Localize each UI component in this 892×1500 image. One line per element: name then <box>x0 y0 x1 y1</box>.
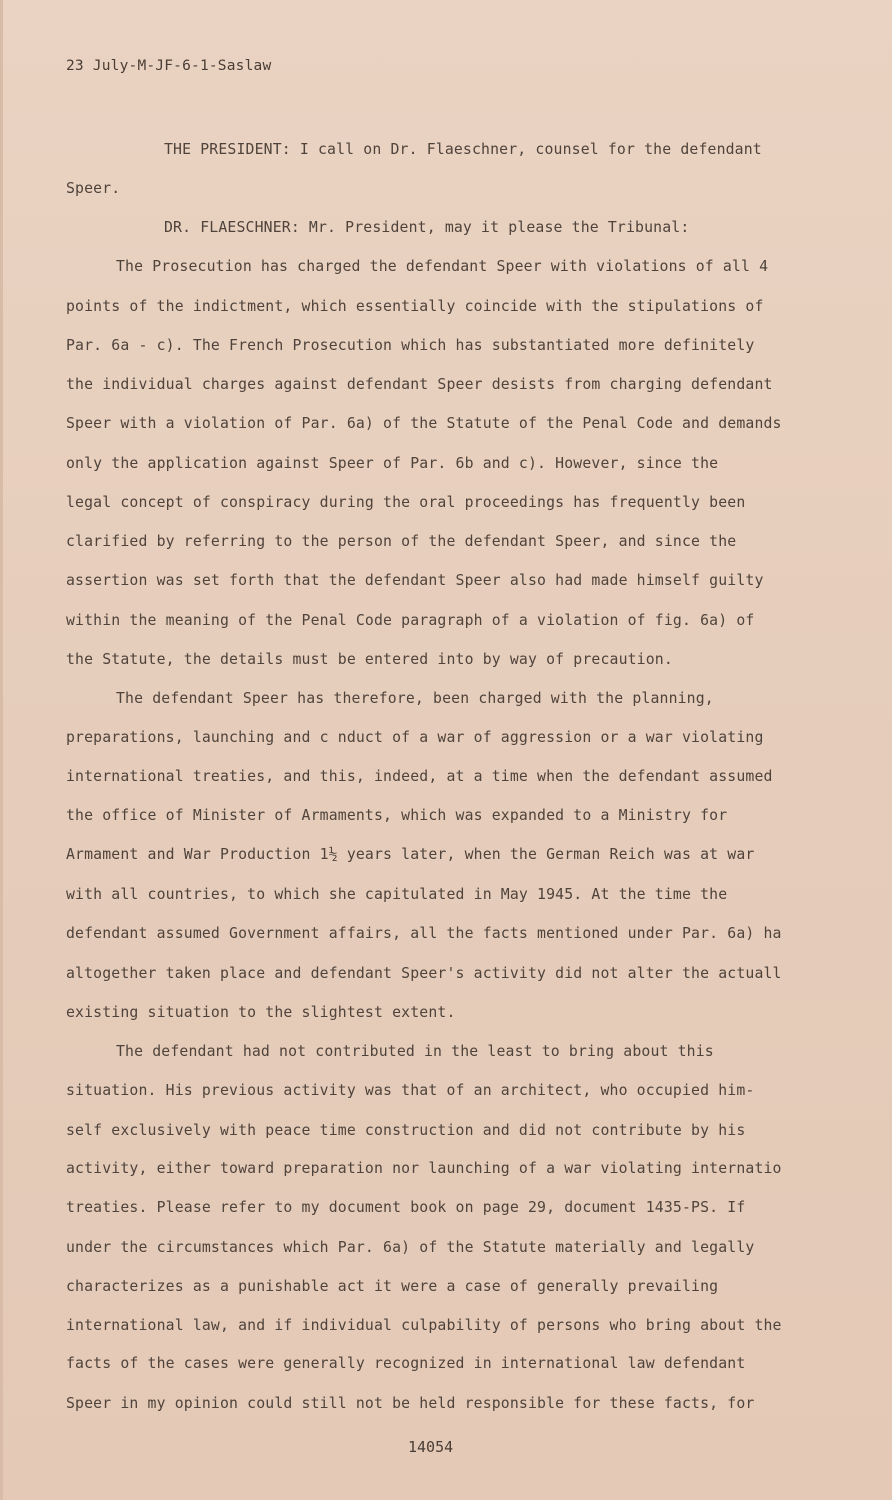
text-line: DR. FLAESCHNER: Mr. President, may it please the Tribunal: <box>164 219 690 236</box>
text-line: self exclusively with peace time construction and did not contribute by his <box>66 1122 746 1139</box>
document-reference: 23 July-M-JF-6-1-Saslaw <box>66 58 272 74</box>
text-line: the individual charges against defendant Speer desists from charging defendant <box>66 376 773 393</box>
text-line: Speer. <box>66 180 121 197</box>
text-line: international treaties, and this, indeed, at a time when the defendant assumed <box>66 768 773 785</box>
text-line: within the meaning of the Penal Code paragraph of a violation of fig. 6a) of <box>66 612 755 629</box>
text-line: international law, and if individual culpability of persons who bring about the <box>66 1317 782 1334</box>
text-line: clarified by referring to the person of the defendant Speer, and since the <box>66 533 737 550</box>
text-line: Speer in my opinion could still not be held responsible for these facts, for <box>66 1395 755 1412</box>
text-line: defendant assumed Government affairs, all the facts mentioned under Par. 6a) ha <box>66 925 782 942</box>
text-line: The Prosecution has charged the defendant Speer with violations of all 4 <box>116 258 769 275</box>
text-line: The defendant had not contributed in the least to bring about this <box>116 1043 714 1060</box>
text-line: characterizes as a punishable act it were a case of generally prevailing <box>66 1278 719 1295</box>
text-line: Par. 6a - c). The French Prosecution which has substantiated more definitely <box>66 337 755 354</box>
text-line: assertion was set forth that the defendant Speer also had made himself guilty <box>66 572 764 589</box>
text-line: with all countries, to which she capitulated in May 1945. At the time the <box>66 886 728 903</box>
text-line: the Statute, the details must be entered into by way of precaution. <box>66 651 673 668</box>
text-line: The defendant Speer has therefore, been charged with the planning, <box>116 690 714 707</box>
text-line: altogether taken place and defendant Speer's activity did not alter the actuall <box>66 965 782 982</box>
text-line: situation. His previous activity was that of an architect, who occupied him- <box>66 1082 755 1099</box>
text-line: preparations, launching and c nduct of a war of aggression or a war violating <box>66 729 764 746</box>
text-line: points of the indictment, which essentially coincide with the stipulations of <box>66 298 764 315</box>
page-number: 14054 <box>408 1438 454 1456</box>
text-line: activity, either toward preparation nor launching of a war violating internatio <box>66 1160 782 1177</box>
text-line: legal concept of conspiracy during the oral proceedings has frequently been <box>66 494 746 511</box>
text-line: Speer with a violation of Par. 6a) of the Statute of the Penal Code and demands <box>66 415 782 432</box>
text-line: the office of Minister of Armaments, which was expanded to a Ministry for <box>66 807 728 824</box>
text-line: treaties. Please refer to my document book on page 29, document 1435-PS. If <box>66 1199 746 1216</box>
text-line: existing situation to the slightest extent. <box>66 1004 456 1021</box>
text-line: THE PRESIDENT: I call on Dr. Flaeschner, counsel for the defendant <box>164 141 762 158</box>
text-line: only the application against Speer of Par. 6b and c). However, since the <box>66 455 719 472</box>
text-line: under the circumstances which Par. 6a) of the Statute materially and legally <box>66 1239 755 1256</box>
text-line: Armament and War Production 1½ years later, when the German Reich was at war <box>66 846 755 863</box>
text-line: facts of the cases were generally recognized in international law defendant <box>66 1355 746 1372</box>
